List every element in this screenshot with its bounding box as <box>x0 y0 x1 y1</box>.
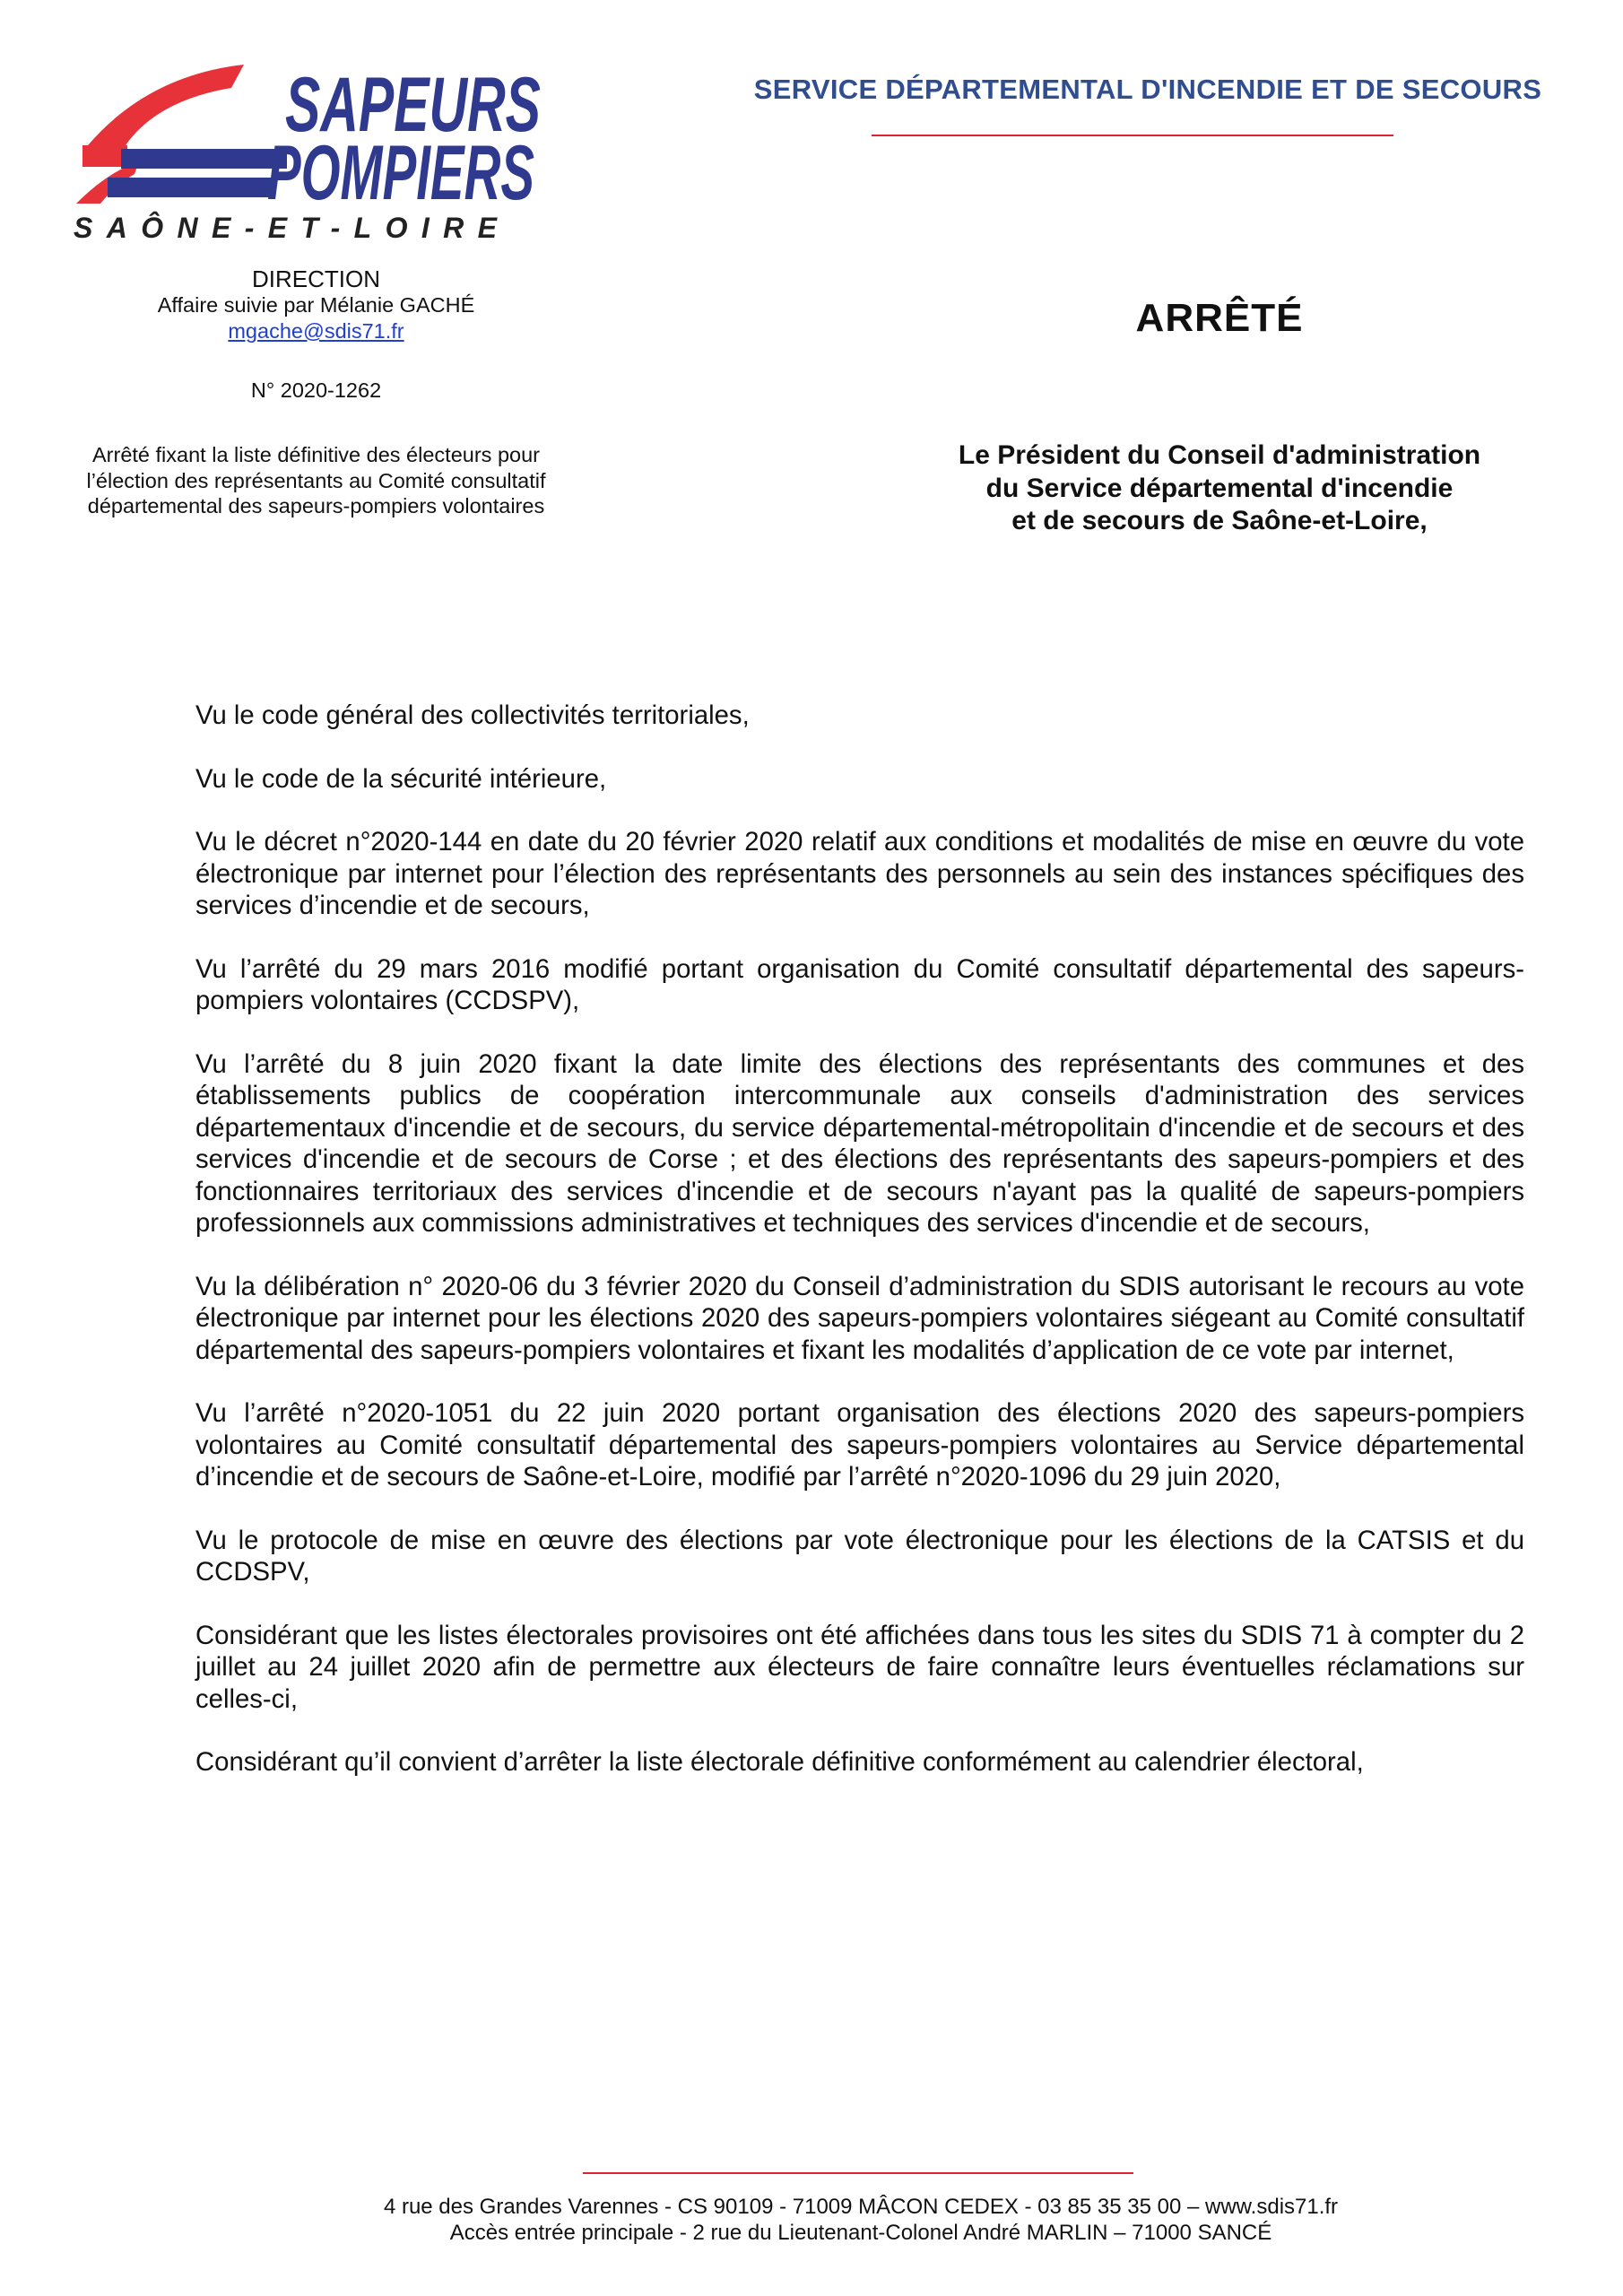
service-title: SERVICE DÉPARTEMENTAL D'INCENDIE ET DE SECOURS <box>753 74 1542 105</box>
considerant-paragraph: Considérant qu’il convient d’arrêter la liste électorale définitive conformément au calendrier électoral, <box>195 1747 1364 1777</box>
president-line: du Service départemental d'incendie <box>985 473 1454 503</box>
visa-paragraph: Vu l’arrêté n°2020-1051 du 22 juin 2020 portant organisation des élections 2020 des sapeurs-pompiers volontaires au Comité consultatif départemental des sapeurs-pompiers volontaires au Service départemental d’incendie et de secours de Saône-et-Loire, modifié par l’arrêté n°2020-1096 du 29 juin 2020, <box>195 1398 1524 1492</box>
direction-label: DIRECTION <box>252 265 380 292</box>
footer-divider <box>583 2172 1133 2174</box>
visa-paragraph: Vu le protocole de mise en œuvre des élections par vote électronique pour les élections de la CATSIS et du CCDSPV, <box>195 1525 1524 1587</box>
document-title: ARRÊTÉ <box>1135 296 1304 340</box>
visa-paragraph: Vu le décret n°2020-144 en date du 20 février 2020 relatif aux conditions et modalités de mise en œuvre du vote électronique par internet pour l’élection des représentants des personnels au sein des instances spécifiques des services d’incendie et de secours, <box>195 827 1524 920</box>
president-line: et de secours de Saône-et-Loire, <box>1011 506 1428 535</box>
logo-line2: POMPIERS <box>267 130 534 216</box>
header-divider <box>872 135 1393 136</box>
considerant-paragraph: Considérant que les listes électorales provisoires ont été affichées dans tous les sites du SDIS 71 à compter du 2 juillet au 24 juillet 2020 afin de permettre aux électeurs de faire connaître leurs éventuelles réclamations sur celles-ci, <box>195 1620 1524 1714</box>
president-line: Le Président du Conseil d'administration <box>958 440 1481 470</box>
president-block <box>924 439 1515 538</box>
visa-paragraph: Vu l’arrêté du 29 mars 2016 modifié portant organisation du Comité consultatif départemental des sapeurs-pompiers volontaires (CCDSPV), <box>195 953 1524 1015</box>
visa-paragraph: Vu l’arrêté du 8 juin 2020 fixant la date limite des élections des représentants des communes et des établissements publics de coopération intercommunale aux conseils d'administration des services départementaux d'incendie et de secours, du service départemental-métropolitain d'incendie et de secours et des services d'incendie et de secours de Corse ; et des élections des représentants des sapeurs-pompiers et des fonctionnaires territoriaux des services d'incendie et de secours n'ayant pas la qualité de sapeurs-pompiers professionnels aux commissions administratives et techniques des services d'incendie et de secours, <box>195 1048 1524 1238</box>
sapeurs-pompiers-logo-graphic <box>72 56 547 248</box>
email-link[interactable]: mgache@sdis71.fr <box>228 319 404 343</box>
sender-block <box>81 265 551 519</box>
sdis-logo <box>72 56 547 248</box>
visa-paragraph: Vu la délibération n° 2020-06 du 3 février 2020 du Conseil d’administration du SDIS autorisant le recours au vote électronique par internet pour les élections 2020 des sapeurs-pompiers volontaires siégeant au Comité consultatif départemental des sapeurs-pompiers volontaires et fixant les modalités d’application de ce vote par internet, <box>195 1271 1524 1365</box>
visa-paragraph: Vu le code de la sécurité intérieure, <box>195 763 607 794</box>
footer-address: 4 rue des Grandes Varennes - CS 90109 - 71009 MÂCON CEDEX - 03 85 35 35 00 – www.sdis71.fr <box>383 2195 1339 2219</box>
logo-region: SAÔNE-ET-LOIRE <box>74 212 513 244</box>
footer <box>197 2194 1524 2246</box>
visa-paragraph: Vu le code général des collectivités territoriales, <box>195 700 750 730</box>
footer-access: Accès entrée principale - 2 rue du Lieutenant-Colonel André MARLIN – 71000 SANCÉ <box>449 2221 1272 2245</box>
document-number: N° 2020-1262 <box>250 378 382 402</box>
logo-line1: SAPEURS <box>285 62 541 148</box>
document-body <box>195 700 1524 1810</box>
affaire-suivie: Affaire suivie par Mélanie GACHÉ <box>157 293 475 317</box>
document-subject: Arrêté fixant la liste définitive des électeurs pour l’élection des représentants au Comité consultatif départemental des sapeurs-pompiers volontaires <box>86 443 546 517</box>
